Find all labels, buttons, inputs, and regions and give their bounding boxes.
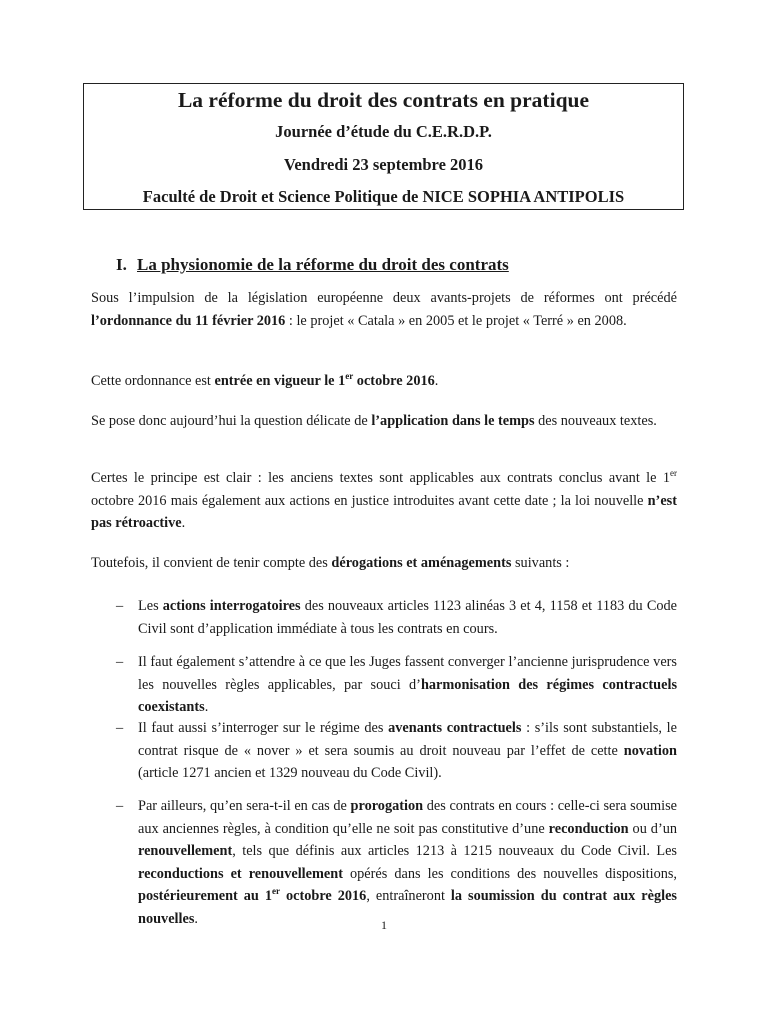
text-span: Sous l’impulsion de la législation européenne deux avants-projets de réformes ont précédé (91, 290, 677, 306)
superscript: er (670, 468, 677, 479)
bold-span: avenants contractuels (388, 720, 522, 736)
faculty-name: Faculté de Droit et Science Politique de NICE SOPHIA ANTIPOLIS (142, 187, 625, 206)
text-span: Il faut aussi s’interroger sur le régime des (138, 720, 389, 736)
text-span: . (181, 515, 186, 531)
text-span: Par ailleurs, qu’en sera-t-il en cas de (138, 798, 351, 814)
text-span: des nouveaux articles 1123 alinéas 3 et 4, 1158 et 1183 du Code Civil sont d’application immédiate à tous les contrats en cours. (138, 598, 678, 637)
text-span: , tels que définis aux articles 1213 à 1215 nouveaux du Code Civil. Les (232, 843, 677, 859)
list-item-text (138, 595, 677, 640)
section-heading (116, 255, 509, 275)
text-span: opérés dans les conditions des nouvelles dispositions, (342, 865, 677, 882)
list-item-text (138, 795, 677, 930)
bold-span: reconduction (548, 820, 629, 837)
list-item-text (138, 651, 677, 719)
text-span: des nouveaux textes. (534, 413, 657, 429)
text-span: . (434, 373, 439, 389)
paragraph-3 (91, 410, 677, 433)
text-span: octobre 2016 (353, 373, 435, 389)
dash-bullet: – (116, 798, 124, 814)
paragraph-2 (91, 370, 677, 393)
bold-span: harmonisation des régimes contractuels coexistants (138, 676, 678, 715)
bold-span: prorogation (350, 798, 424, 814)
bold-span: n’est pas rétroactive (91, 492, 677, 531)
text-span: suivants : (511, 555, 570, 571)
section-title: La physionomie de la réforme du droit des contrats (137, 255, 509, 274)
dash-bullet: – (116, 598, 124, 614)
bold-span: renouvellement (138, 843, 233, 859)
bold-span: l’application dans le temps (371, 413, 535, 429)
text-span: ou d’un (628, 820, 678, 837)
list-item-text (138, 717, 677, 785)
paragraph-5 (91, 552, 677, 575)
text-span: octobre 2016 (279, 888, 367, 904)
text-span: (article 1271 ancien et 1329 nouveau du Code Civil). (138, 765, 442, 781)
dash-bullet: – (116, 720, 124, 736)
text-span: Il faut également s’attendre à ce que les Juges fassent converger l’ancienne jurisprudence vers les nouvelles règles applicables, par souci d’ (138, 654, 677, 693)
superscript: er (345, 371, 354, 382)
bold-span: novation (623, 742, 677, 759)
text-span: Les (138, 598, 163, 614)
dash-bullet: – (116, 654, 124, 670)
document-subtitle: Journée d’étude du C.E.R.D.P. (275, 122, 492, 141)
text-span: . (204, 699, 209, 715)
event-date: Vendredi 23 septembre 2016 (283, 155, 484, 174)
document-title: La réforme du droit des contrats en pratique (177, 88, 590, 112)
text-span: Cette ordonnance est (91, 373, 215, 389)
text-span: Certes le principe est clair : les anciens textes sont applicables aux contrats conclus avant le 1 (91, 470, 670, 486)
text-span: , entraîneront (366, 888, 451, 904)
bold-span: actions interrogatoires (162, 598, 301, 614)
text-span: postérieurement au 1 (138, 888, 272, 904)
bold-span: l’ordonnance du 11 février 2016 (91, 312, 286, 329)
bold-span: reconductions et renouvellement (138, 865, 343, 882)
text-span: : s’ils sont substantiels, le contrat risque de « nover » et sera soumis au droit nouveau par l’effet de cette (138, 720, 677, 759)
title-box (83, 83, 684, 210)
bold-span (214, 373, 434, 389)
bold-span: la soumission du contrat aux règles nouvelles (138, 888, 677, 927)
bold-span (138, 888, 366, 904)
text-span: : le projet « Catala » en 2005 et le projet « Terré » en 2008. (285, 312, 627, 329)
text-span: des contrats en cours : celle-ci sera soumise aux anciennes règles, à condition qu’elle ne soit pas constitutive d’une (138, 798, 677, 837)
superscript: er (271, 886, 280, 897)
text-span: octobre 2016 mais également aux actions en justice introduites avant cette date ; la loi nouvelle (91, 492, 648, 509)
paragraph-1 (91, 287, 677, 332)
section-number: I. (116, 255, 127, 274)
text-span: entrée en vigueur le 1 (214, 373, 346, 389)
text-span: Toutefois, il convient de tenir compte des (91, 555, 332, 571)
bold-span: dérogations et aménagements (331, 555, 512, 571)
text-span: Se pose donc aujourd’hui la question délicate de (91, 413, 372, 429)
paragraph-4 (91, 467, 677, 535)
page-number: 1 (381, 918, 387, 932)
text-span: . (194, 910, 198, 927)
